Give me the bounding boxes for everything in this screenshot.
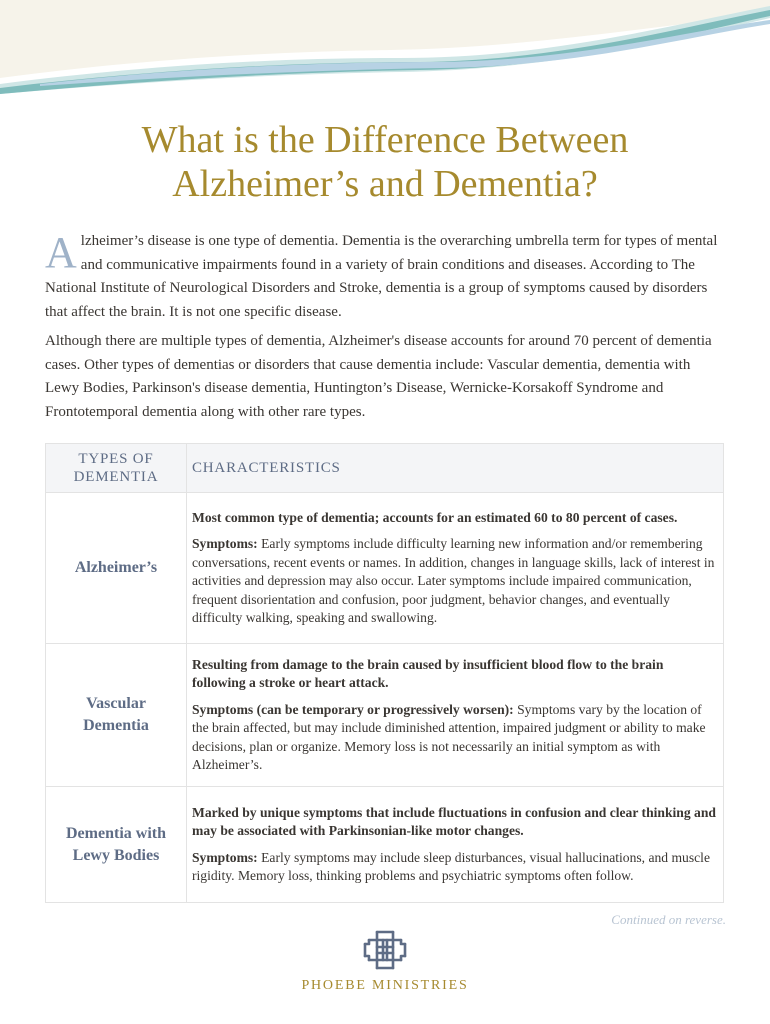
row-type-line1: Vascular <box>86 695 146 712</box>
page-title-line1: What is the Difference Between <box>141 119 629 161</box>
table-row <box>46 787 724 903</box>
page-title-line2: Alzheimer’s and Dementia? <box>172 163 598 205</box>
symptoms-text: Early symptoms include difficulty learning new information and/or remembering conversations, recent events or names. In addition, changes in language skills, lack of interest in activities and depression may also occur. Later symptoms include impaired communication, frequent disorientation and confusion, poor judgment, behavior changes, and eventually difficulty walking, speaking and swallowing. <box>192 536 715 625</box>
drop-cap: A <box>45 228 77 277</box>
intro-paragraph-1 <box>45 230 725 324</box>
symptoms-label: Symptoms: <box>192 536 258 551</box>
row-lead-text: Marked by unique symptoms that include fluctuations in confusion and clear thinking and may be associated with Parkinsonian-like motor changes. <box>192 804 716 838</box>
row-type-line1: Dementia with <box>66 824 166 842</box>
continued-note: Continued on reverse. <box>611 912 726 927</box>
row-lead-text: Resulting from damage to the brain caused by insufficient blood flow to the brain following a stroke or heart attack. <box>192 656 664 690</box>
header-types-line2: DEMENTIA <box>73 469 159 485</box>
header-types-line1: TYPES OF <box>78 451 154 467</box>
table-header-row <box>46 444 724 493</box>
row-symptoms <box>192 535 719 628</box>
row-symptoms <box>192 849 719 886</box>
table-row <box>46 644 724 787</box>
row-type-vascular <box>46 644 187 787</box>
organization-name: PHOEBE MINISTRIES <box>301 978 469 993</box>
dementia-types-table <box>45 443 724 903</box>
celtic-knot-icon <box>361 928 409 972</box>
page-title <box>0 118 770 206</box>
row-lead-text: Most common type of dementia; accounts for an estimated 60 to 80 percent of cases. <box>192 509 678 525</box>
row-type-line1: Alzheimer’s <box>74 559 158 576</box>
row-type-lewy-bodies <box>46 787 187 903</box>
header-wave-decoration <box>0 0 770 100</box>
symptoms-text: Early symptoms may include sleep disturbances, visual hallucinations, and muscle rigidity. Memory loss, thinking problems and psychiatric symptoms often follow. <box>192 849 710 883</box>
symptoms-label: Symptoms (can be temporary or progressively worsen): <box>192 701 514 717</box>
row-characteristics <box>187 644 724 787</box>
header-characteristics: CHARACTERISTICS <box>187 444 724 493</box>
row-characteristics <box>187 493 724 644</box>
table-row <box>46 493 724 644</box>
intro-paragraph-1-text: lzheimer’s disease is one type of dementia. Dementia is the overarching umbrella term for types of mental and communicative impairments found in a variety of brain conditions and diseases. According to The National Institute of Neurological Disorders and Stroke, dementia is a group of symptoms caused by disorders that affect the brain. It is not one specific disease. <box>45 233 718 320</box>
symptoms-text: Symptoms vary by the location of the brain affected, but may include diminished attention, impaired judgment or ability to make decisions, plan or organize. Memory loss is not necessarily an initial symptom as with Alzheimer’s. <box>192 701 706 772</box>
row-symptoms <box>192 701 719 775</box>
row-type-line2: Dementia <box>83 717 149 734</box>
row-type-alzheimers <box>46 493 187 644</box>
row-type-line2: Lewy Bodies <box>72 846 160 864</box>
intro-section <box>45 230 725 430</box>
intro-paragraph-2: Although there are multiple types of dementia, Alzheimer's disease accounts for around 70 percent of dementia cases. Other types of dementias or disorders that cause dementia include: Vascular dementia, dementia with Lewy Bodies, Parkinson's disease dementia, Huntington’s Disease, Wernicke-Korsakoff Syndrome and Frontotemporal dementia along with other rare types. <box>45 333 712 420</box>
header-types-of-dementia <box>46 444 187 493</box>
symptoms-label: Symptoms: <box>192 849 258 865</box>
row-characteristics <box>187 787 724 903</box>
